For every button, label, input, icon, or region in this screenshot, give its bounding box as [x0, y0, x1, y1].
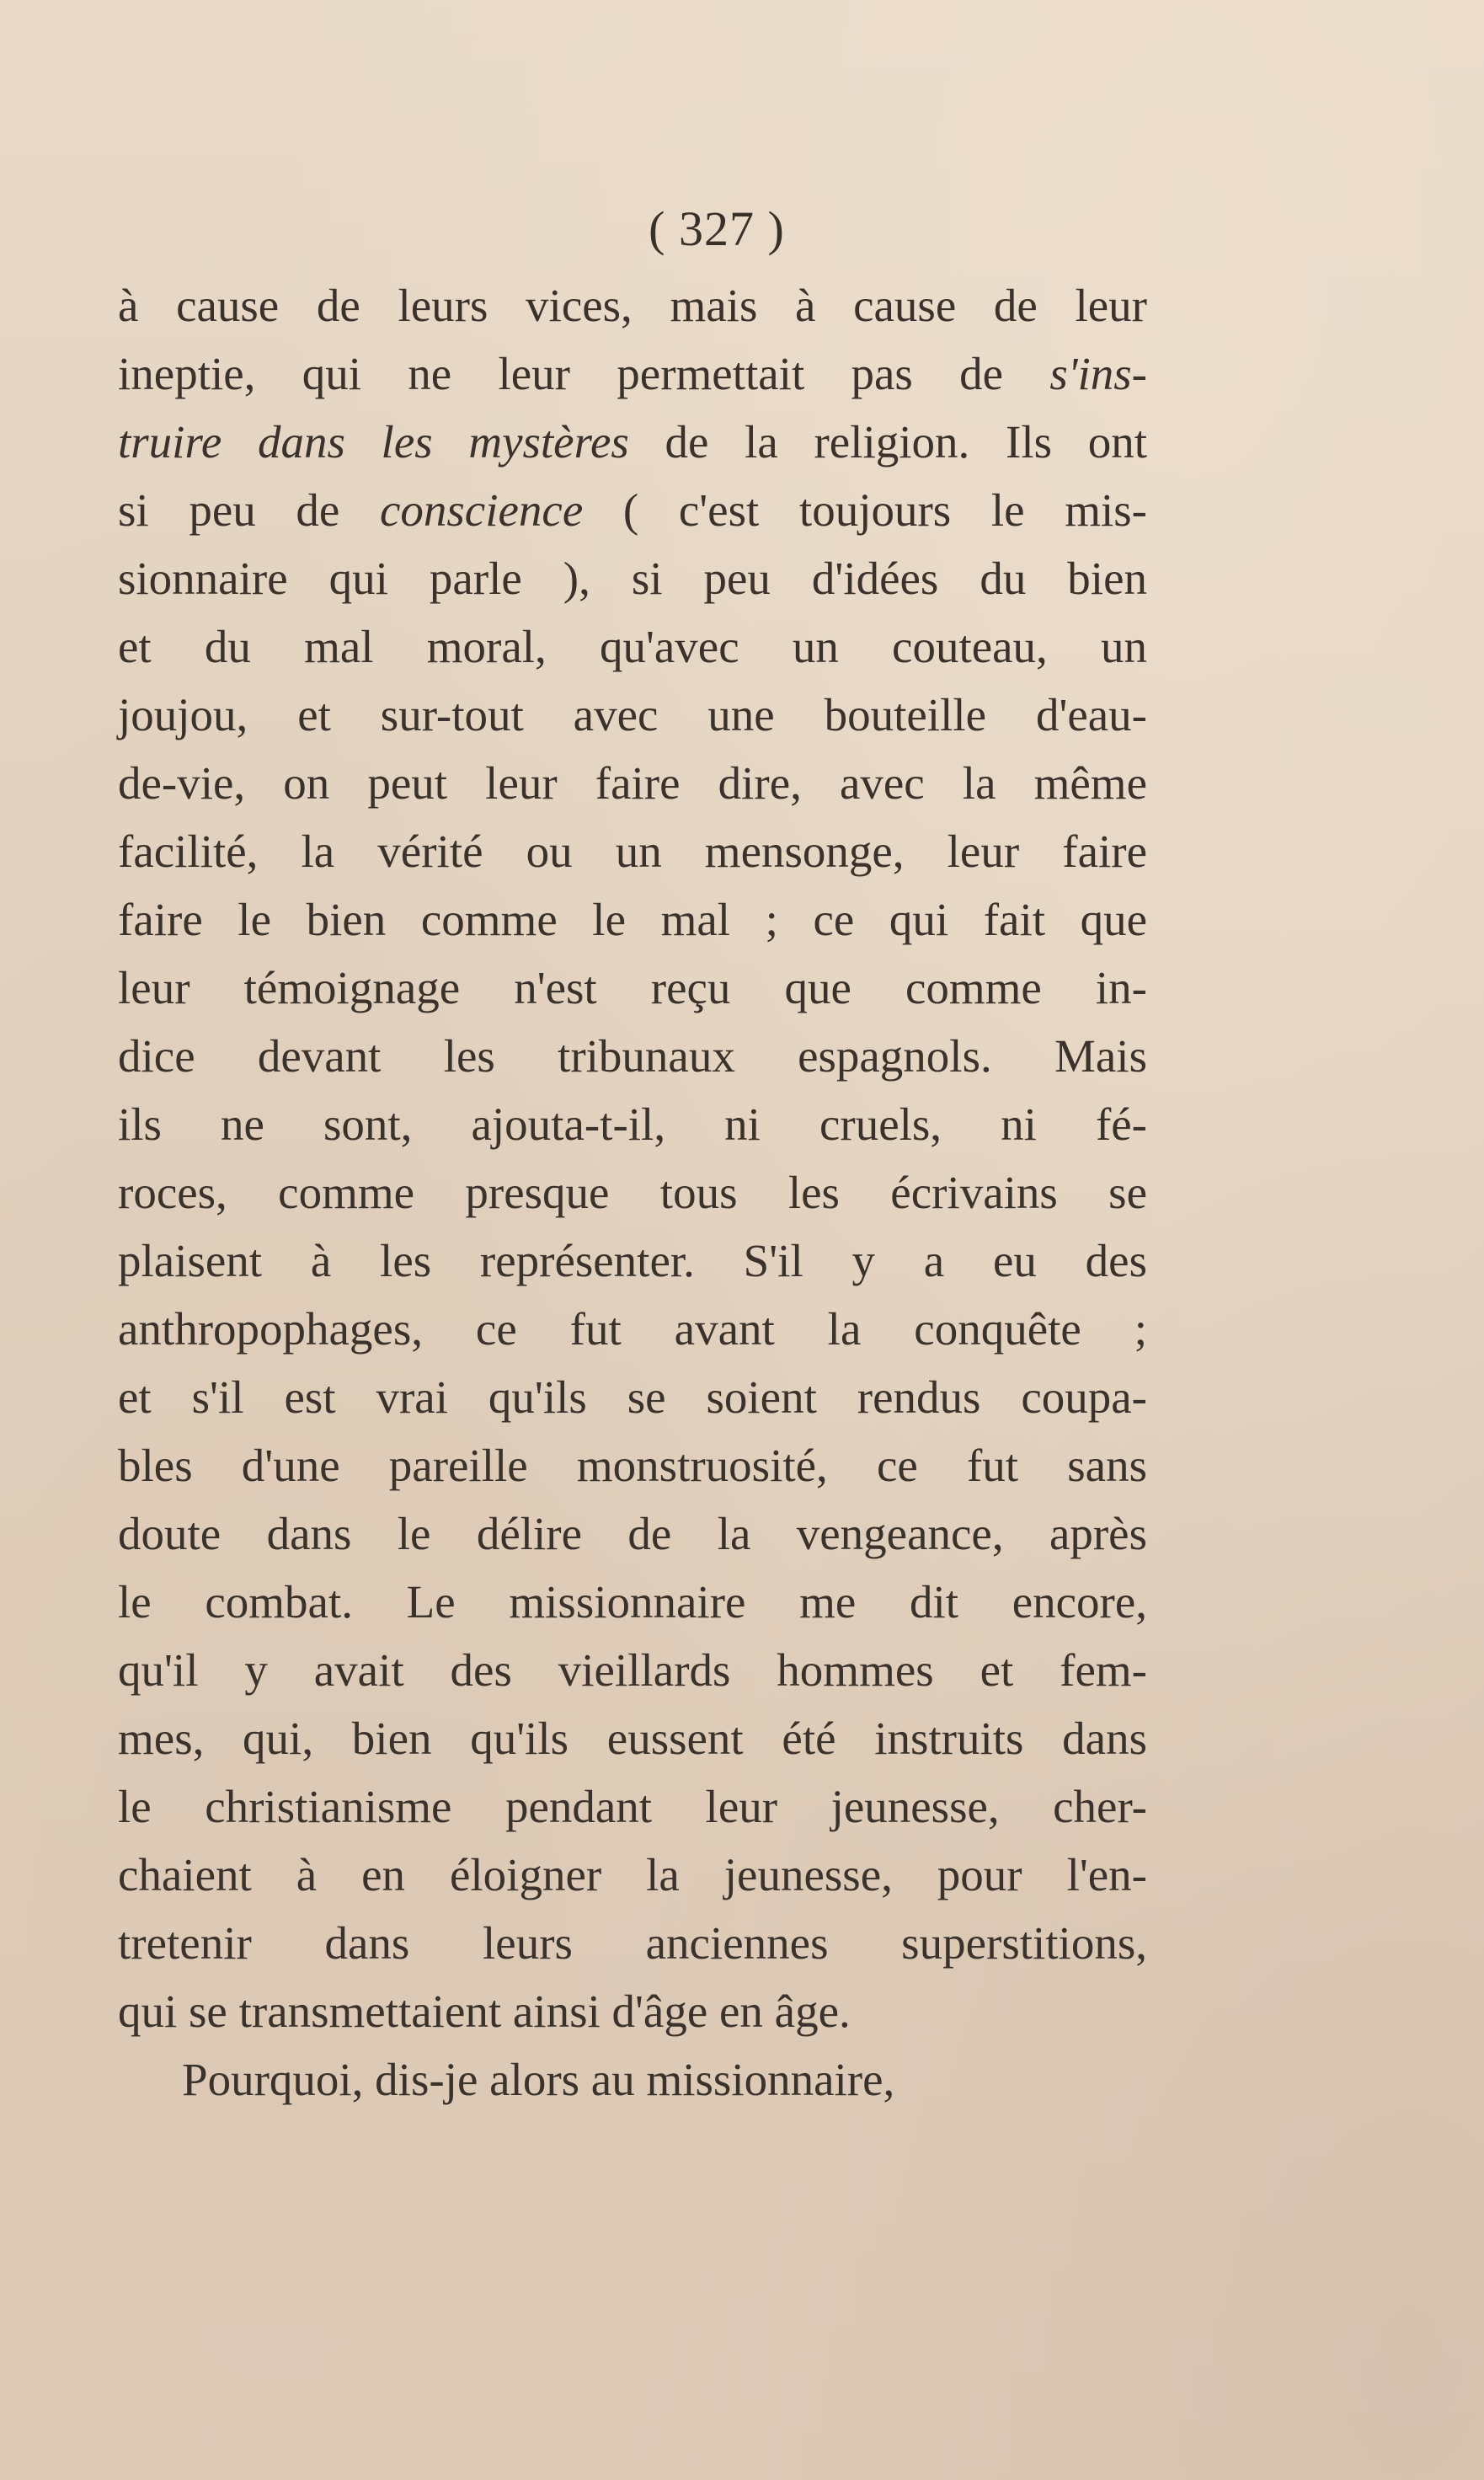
text-segment: le combat. Le missionnaire me dit encore, [118, 1576, 1147, 1628]
text-line [118, 544, 1147, 612]
text-segment: facilité, la vérité ou un mensonge, leur faire [118, 826, 1147, 877]
text-line [118, 681, 1147, 749]
text-segment: mes, qui, bien qu'ils eussent été instruits dans [118, 1713, 1147, 1764]
text-line [118, 749, 1147, 817]
body-text [118, 271, 1147, 2114]
text-segment: ineptie, qui ne leur permettait pas de [118, 348, 1050, 399]
text-segment: sionnaire qui parle ), si peu d'idées du bien [118, 553, 1147, 604]
text-line [118, 954, 1147, 1022]
italic-text-segment: conscience [379, 484, 584, 536]
text-line [118, 1295, 1147, 1363]
text-line [118, 1841, 1147, 1909]
text-segment: à cause de leurs vices, mais à cause de leur [118, 280, 1147, 331]
text-line [118, 476, 1147, 544]
text-segment: leur témoignage n'est reçu que comme in- [118, 962, 1147, 1013]
text-line [118, 339, 1147, 408]
text-segment: le christianisme pendant leur jeunesse, cher- [118, 1781, 1147, 1832]
text-segment: bles d'une pareille monstruosité, ce fut sans [118, 1440, 1147, 1491]
text-line [118, 817, 1147, 885]
italic-text-segment: s'ins- [1049, 348, 1147, 399]
text-segment: doute dans le délire de la vengeance, après [118, 1508, 1147, 1559]
text-line [118, 885, 1147, 954]
text-segment: tretenir dans leurs anciennes superstitions, [118, 1917, 1147, 1969]
text-line [118, 1568, 1147, 1636]
text-segment: qui se transmettaient ainsi d'âge en âge. [118, 1986, 851, 2037]
text-line [118, 1772, 1147, 1841]
text-segment: anthropophages, ce fut avant la conquête ; [118, 1303, 1147, 1355]
text-line [118, 1022, 1147, 1090]
text-segment: de-vie, on peut leur faire dire, avec la même [118, 757, 1147, 809]
text-segment: dice devant les tribunaux espagnols. Mais [118, 1030, 1147, 1082]
text-segment: joujou, et sur-tout avec une bouteille d'eau- [118, 689, 1147, 740]
text-segment: plaisent à les représenter. S'il y a eu des [118, 1235, 1147, 1286]
text-segment: et s'il est vrai qu'ils se soient rendus coupa- [118, 1371, 1147, 1423]
text-line [118, 1977, 1147, 2045]
text-line [118, 1499, 1147, 1568]
text-line [118, 1636, 1147, 1704]
italic-text-segment: truire dans les mystères [118, 416, 629, 468]
text-line [118, 271, 1147, 339]
text-segment: faire le bien comme le mal ; ce qui fait que [118, 894, 1147, 945]
text-line [118, 1909, 1147, 1977]
text-line [118, 1363, 1147, 1431]
text-line [118, 1158, 1147, 1227]
text-line [118, 612, 1147, 681]
text-line [118, 1227, 1147, 1295]
page-number: ( 327 ) [649, 201, 785, 256]
text-line [118, 2045, 1147, 2114]
text-line [118, 1090, 1147, 1158]
text-segment: ( c'est toujours le mis- [583, 484, 1147, 536]
text-segment: et du mal moral, qu'avec un couteau, un [118, 621, 1147, 672]
text-segment: ils ne sont, ajouta-t-il, ni cruels, ni fé- [118, 1098, 1147, 1150]
text-segment: de la religion. Ils ont [628, 416, 1147, 468]
text-segment: roces, comme presque tous les écrivains se [118, 1167, 1147, 1218]
text-segment: si peu de [118, 484, 380, 536]
text-segment: qu'il y avait des vieillards hommes et fem- [118, 1644, 1147, 1696]
text-segment: chaient à en éloigner la jeunesse, pour l'en- [118, 1849, 1147, 1900]
text-line [118, 1704, 1147, 1772]
text-line [118, 408, 1147, 476]
text-line [118, 1431, 1147, 1499]
text-segment: Pourquoi, dis-je alors au missionnaire, [182, 2054, 895, 2105]
